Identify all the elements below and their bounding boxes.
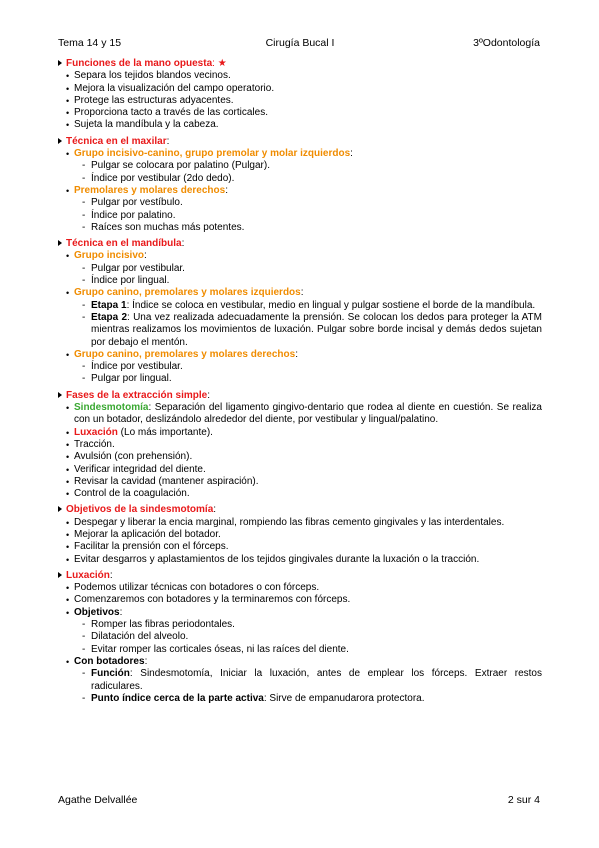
colon: :	[350, 148, 353, 160]
botadores-label: Con botadores	[74, 655, 145, 667]
triangle-bullet-icon	[58, 240, 62, 246]
group-item	[58, 287, 542, 348]
funcion-text: : Sindesmotomía, Iniciar la luxación, antes de emplear los fórceps. Extraer restos radiculares.	[91, 668, 542, 692]
list-item: • Mejora la visualización del campo operatorio.	[58, 83, 542, 95]
funcion-label: Función	[91, 668, 130, 680]
objetivos-label: Objetivos	[74, 606, 120, 618]
sub-item: - Índice por vestibular.	[58, 361, 542, 373]
list-item: • Protege las estructuras adyacentes.	[58, 95, 542, 107]
list-item: • Facilitar la prensión con el fórceps.	[58, 541, 542, 553]
section-heading: Luxación	[66, 569, 110, 581]
triangle-bullet-icon	[58, 138, 62, 144]
sub-item: - Índice por vestibular (2do dedo).	[58, 173, 542, 185]
colon: :	[207, 389, 210, 401]
sub-item	[58, 693, 542, 705]
group-item	[58, 250, 542, 287]
sub-item: - Pulgar por vestibular.	[58, 263, 542, 275]
sindesmotomia-label: Sindesmotomía	[74, 402, 149, 414]
triangle-bullet-icon	[58, 506, 62, 512]
etapa-text: : Una vez realizada adecuadamente la prensión. Se colocan los dedos para proteger la ATM mientras realizamos los movimientos de luxación. Pulgar sobre borde incisal y demás dedos sujetan por debajo el mentón.	[91, 311, 542, 348]
group-heading: Grupo incisivo-canino, grupo premolar y molar izquierdos	[74, 148, 351, 160]
page-number: 2 sur 4	[507, 794, 540, 806]
star-icon: ★	[217, 58, 227, 69]
etapa-label: Etapa 1	[91, 299, 127, 311]
group-heading: Grupo canino, premolares y molares derechos	[74, 348, 296, 360]
triangle-bullet-icon	[58, 572, 62, 578]
sindesmotomia-text: : Separación del ligamento gingivo-dentario que rodea al diente en cuestión. Se realiza con un botador, deslizándolo alrededor del diente, por vestibular y lingual/palatino.	[74, 402, 542, 426]
list-item: • Separa los tejidos blandos vecinos.	[58, 70, 542, 82]
section-heading: Técnica en el mandíbula	[66, 238, 182, 250]
list-item	[58, 427, 542, 439]
header-left: Tema 14 y 15	[58, 37, 122, 49]
page-footer	[58, 794, 540, 808]
list-item: • Comenzaremos con botadores y la terminaremos con fórceps.	[58, 594, 542, 606]
sub-item	[58, 668, 542, 693]
section-heading: Fases de la extracción simple	[66, 389, 208, 401]
section-maxilar	[58, 136, 542, 234]
list-item: • Evitar desgarros y aplastamientos de los tejidos gingivales durante la luxación o la tracción.	[58, 554, 542, 566]
sub-item: - Índice por palatino.	[58, 210, 542, 222]
group-heading: Grupo incisivo	[74, 250, 145, 262]
punto-indice-text: : Sirve de empanudarora protectora.	[263, 692, 425, 704]
luxacion-text: (Lo más importante).	[117, 426, 213, 438]
section-title	[58, 58, 542, 70]
list-item: • Despegar y liberar la encia marginal, rompiendo las fibras cemento gingivales y las interdentales.	[58, 517, 542, 529]
list-item: • Proporciona tacto a través de las corticales.	[58, 107, 542, 119]
group-item	[58, 148, 542, 185]
colon: :	[109, 569, 113, 581]
colon: :	[300, 287, 304, 299]
group-item	[58, 185, 542, 234]
triangle-bullet-icon	[58, 60, 62, 66]
group-heading: Premolares y molares derechos	[74, 184, 226, 196]
list-item: • Avulsión (con prehensión).	[58, 451, 542, 463]
list-item: • Verificar integridad del diente.	[58, 464, 542, 476]
etapa-label: Etapa 2	[91, 311, 128, 323]
section-fases	[58, 390, 542, 501]
triangle-bullet-icon	[58, 392, 62, 398]
group-item	[58, 349, 542, 386]
section-funciones	[58, 58, 542, 132]
section-title	[58, 570, 542, 582]
list-item: • Revisar la cavidad (mantener aspiración).	[58, 476, 542, 488]
colon: :	[181, 238, 185, 250]
colon: :	[144, 250, 147, 262]
colon: :	[213, 504, 217, 516]
sub-item: - Romper las fibras periodontales.	[58, 619, 542, 631]
section-mandibula	[58, 238, 542, 386]
sub-item: - Pulgar se colocara por palatino (Pulgar).	[58, 160, 542, 172]
colon: :	[295, 348, 298, 360]
list-item	[58, 402, 542, 427]
document-body	[58, 58, 542, 709]
list-item: • Tracción.	[58, 439, 542, 451]
colon: :	[119, 606, 123, 618]
sub-item	[58, 312, 542, 349]
sub-item: - Evitar romper las corticales óseas, ni las raíces del diente.	[58, 644, 542, 656]
list-item: • Sujeta la mandíbula y la cabeza.	[58, 119, 542, 131]
section-heading: Técnica en el maxilar	[66, 135, 167, 147]
etapa-text: : Índice se coloca en vestibular, medio en lingual y pulgar sostiene el borde de la mandíbula.	[126, 299, 536, 311]
list-item: • Mejorar la aplicación del botador.	[58, 529, 542, 541]
section-objetivos-sindesmotomia	[58, 504, 542, 565]
sub-item: - Pulgar por lingual.	[58, 373, 542, 385]
colon: :	[225, 184, 228, 196]
sub-item	[58, 300, 542, 312]
section-title	[58, 504, 542, 516]
section-heading: Funciones de la mano opuesta	[66, 58, 213, 69]
punto-indice-label: Punto índice cerca de la parte activa	[91, 692, 264, 704]
section-title	[58, 390, 542, 402]
section-title	[58, 136, 542, 148]
section-luxacion	[58, 570, 542, 705]
header-right: 3ºOdontología	[473, 37, 540, 49]
colon: :	[144, 655, 148, 667]
luxacion-label: Luxación	[74, 426, 118, 438]
group-item	[58, 656, 542, 705]
sub-item: - Índice por lingual.	[58, 275, 542, 287]
page-header	[58, 37, 540, 51]
section-title	[58, 238, 542, 250]
sub-item: - Raíces son muchas más potentes.	[58, 222, 542, 234]
group-heading: Grupo canino, premolares y molares izquierdos	[74, 287, 301, 299]
header-center: Cirugía Bucal I	[265, 37, 335, 49]
footer-author: Agathe Delvallée	[58, 794, 138, 806]
list-item: • Control de la coagulación.	[58, 488, 542, 500]
list-item: • Podemos utilizar técnicas con botadores o con fórceps.	[58, 582, 542, 594]
colon: :	[166, 135, 170, 147]
sub-item: - Pulgar por vestíbulo.	[58, 197, 542, 209]
colon: :	[212, 58, 215, 69]
group-item	[58, 607, 542, 656]
section-heading: Objetivos de la sindesmotomía	[66, 504, 214, 516]
sub-item: - Dilatación del alveolo.	[58, 631, 542, 643]
